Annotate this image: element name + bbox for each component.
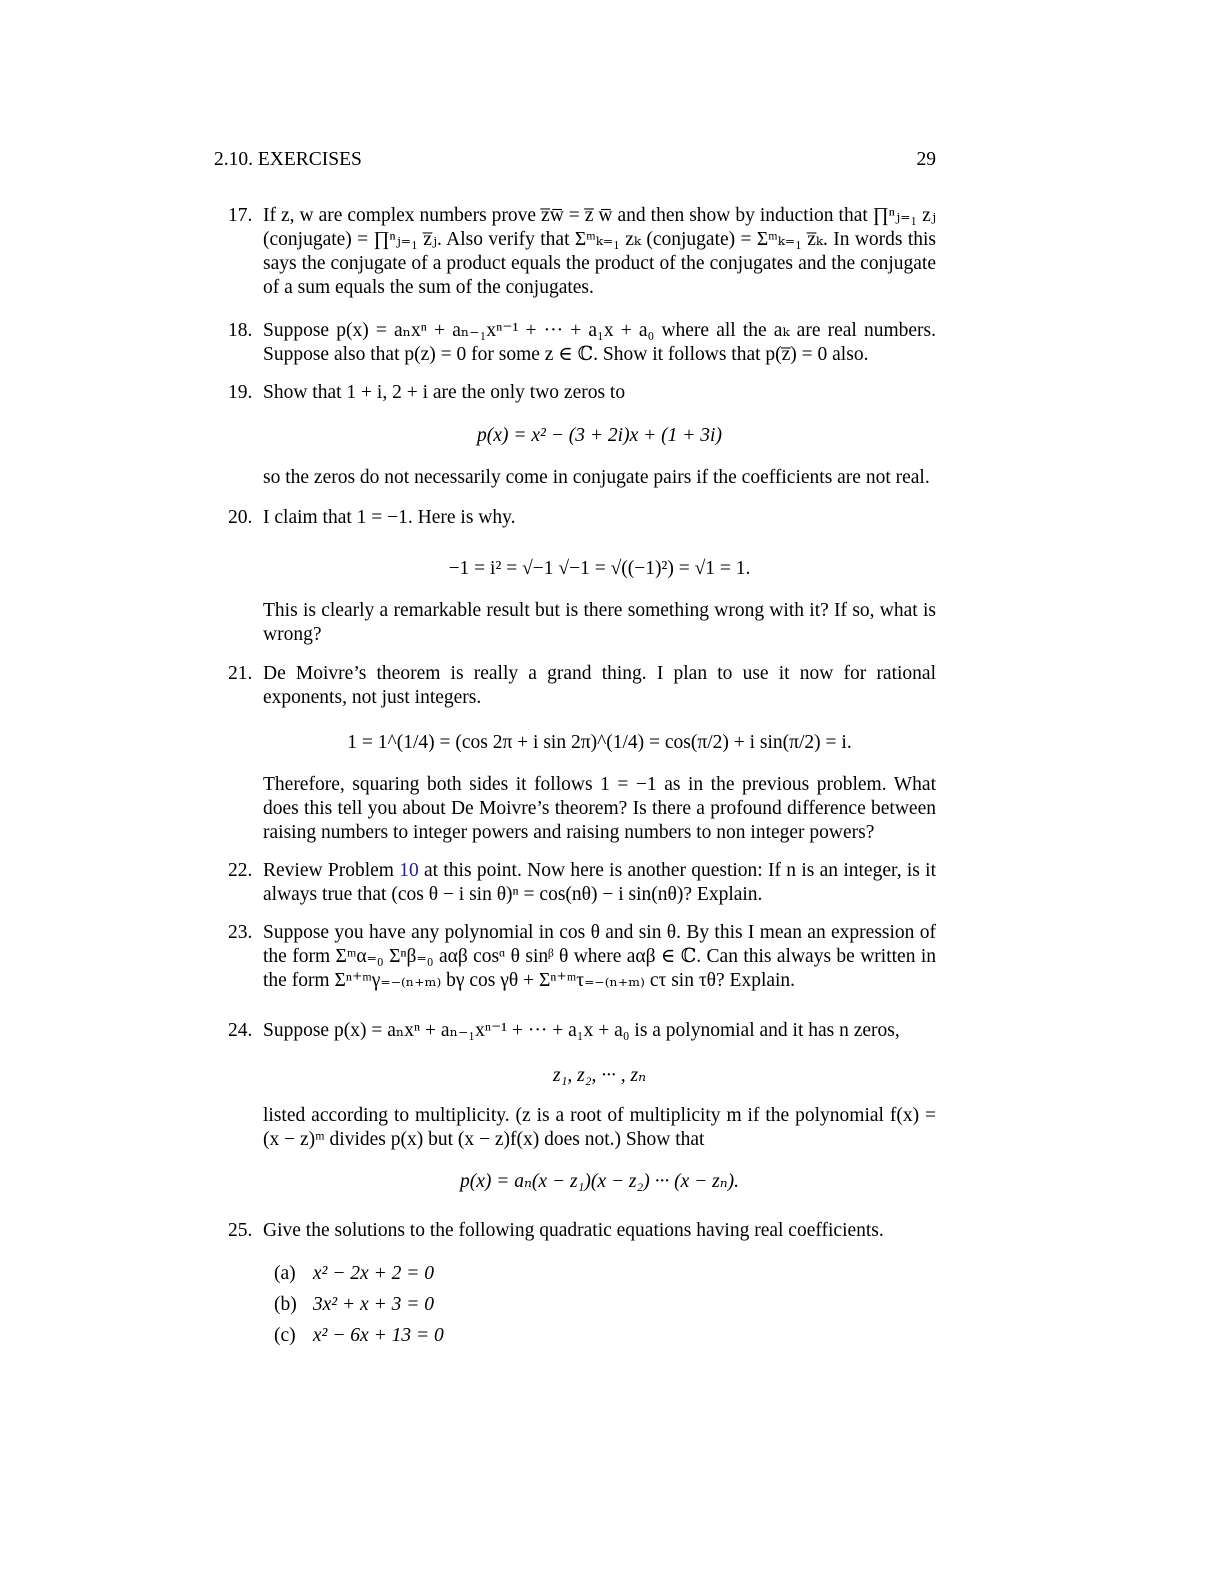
exercise-18 <box>228 319 936 367</box>
display-equation <box>228 1170 936 1194</box>
exercise-21 <box>228 662 936 710</box>
exercise-number: 19. <box>228 382 253 403</box>
exercise-20 <box>228 506 936 530</box>
exercise-17 <box>228 204 936 300</box>
page-number: 29 <box>916 149 936 170</box>
exercise-number: 20. <box>228 507 253 528</box>
list-item <box>274 1262 936 1293</box>
exercise-number: 21. <box>228 663 253 684</box>
exercise-text: Give the solutions to the following quadratic equations having real coefficients. <box>263 1220 884 1241</box>
problem-link[interactable]: 10 <box>399 860 419 881</box>
exercise-text: Suppose p(x) = aₙxⁿ + aₙ₋₁xⁿ⁻¹ + ··· + a₁x + a₀ is a polynomial and it has n zeros, <box>263 1020 900 1041</box>
exercise-text: Therefore, squaring both sides it follows 1 = −1 as in the previous problem. What does this tell you about De Moivre’s theorem? Is there a profound difference between raising numbers to integer powers and raising numbers to non integer powers? <box>263 774 936 843</box>
equation: 1 = 1^(1/4) = (cos 2π + i sin 2π)^(1/4) = cos(π/2) + i sin(π/2) = i. <box>347 732 852 753</box>
section-title: 2.10. EXERCISES <box>214 149 362 170</box>
display-equation <box>228 1064 936 1088</box>
exercise-22 <box>228 859 936 907</box>
exercise-23 <box>228 921 936 993</box>
exercise-25 <box>228 1219 936 1243</box>
equation: p(x) = x² − (3 + 2i)x + (1 + 3i) <box>477 425 722 446</box>
exercise-19 <box>228 381 936 405</box>
exercise-number: 18. <box>228 320 253 341</box>
exercise-text: De Moivre’s theorem is really a grand thing. I plan to use it now for rational exponents, not just integers. <box>263 663 936 708</box>
exercise-text: so the zeros do not necessarily come in conjugate pairs if the coefficients are not real. <box>263 467 930 488</box>
page-header <box>214 148 936 174</box>
display-equation <box>228 424 936 448</box>
display-equation <box>228 731 936 755</box>
list-item <box>274 1324 936 1355</box>
item-label: (b) <box>274 1294 297 1315</box>
exercise-24-continued <box>228 1104 936 1152</box>
list-item <box>274 1293 936 1324</box>
item-label: (c) <box>274 1325 296 1346</box>
exercise-number: 24. <box>228 1020 253 1041</box>
exercise-text: If z, w are complex numbers prove z̅w̅ = z̅ w̅ and then show by induction that ∏ⁿⱼ₌₁ zⱼ (conjugate) = ∏ⁿⱼ₌₁ z̅ⱼ. Also verify that Σᵐₖ₌₁ zₖ (conjugate) = Σᵐₖ₌₁ z̅ₖ. In words this says the conjugate of a product equals the product of the conjugates and the conjugate of a sum equals the sum of the conjugates. <box>263 205 936 298</box>
exercise-number: 22. <box>228 860 253 881</box>
display-equation <box>228 557 936 581</box>
exercise-text: This is clearly a remarkable result but is there something wrong with it? If so, what is wrong? <box>263 600 936 645</box>
exercise-number: 17. <box>228 205 253 226</box>
equation: p(x) = aₙ(x − z₁)(x − z₂) ··· (x − zₙ). <box>459 1171 740 1192</box>
exercise-24 <box>228 1019 936 1043</box>
exercise-text: I claim that 1 = −1. Here is why. <box>263 507 516 528</box>
exercise-20-continued <box>228 599 936 647</box>
exercise-21-continued <box>228 773 936 845</box>
exercise-text: Review Problem 10 at this point. Now here is another question: If n is an integer, is it always true that (cos θ − i sin θ)ⁿ = cos(nθ) − i sin(nθ)? Explain. <box>263 860 936 905</box>
item-equation: 3x² + x + 3 = 0 <box>312 1294 435 1315</box>
sub-item-list <box>228 1262 936 1355</box>
exercise-text: listed according to multiplicity. (z is a root of multiplicity m if the polynomial f(x) = (x − z)ᵐ divides p(x) but (x − z)f(x) does not.) Show that <box>263 1105 936 1150</box>
item-equation: x² − 6x + 13 = 0 <box>312 1325 444 1346</box>
item-equation: x² − 2x + 2 = 0 <box>312 1263 435 1284</box>
equation: −1 = i² = √−1 √−1 = √((−1)²) = √1 = 1. <box>448 558 751 579</box>
exercise-number: 23. <box>228 922 253 943</box>
exercise-19-continued <box>228 466 936 490</box>
exercise-text: Show that 1 + i, 2 + i are the only two zeros to <box>263 382 626 403</box>
exercise-number: 25. <box>228 1220 253 1241</box>
exercise-text: Suppose p(x) = aₙxⁿ + aₙ₋₁xⁿ⁻¹ + ··· + a₁x + a₀ where all the aₖ are real numbers. Suppose also that p(z) = 0 for some z ∈ ℂ. Show it follows that p(z̅) = 0 also. <box>263 320 936 365</box>
equation: z₁, z₂, ··· , zₙ <box>553 1065 646 1086</box>
item-label: (a) <box>274 1263 296 1284</box>
exercise-text: Suppose you have any polynomial in cos θ and sin θ. By this I mean an expression of the form Σᵐα₌₀ Σⁿβ₌₀ aαβ cosᵅ θ sinᵝ θ where aαβ ∈ ℂ. Can this always be written in the form Σⁿ⁺ᵐγ₌₋₍ₙ₊ₘ₎ bγ cos γθ + Σⁿ⁺ᵐτ₌₋₍ₙ₊ₘ₎ cτ sin τθ? Explain. <box>263 922 936 991</box>
